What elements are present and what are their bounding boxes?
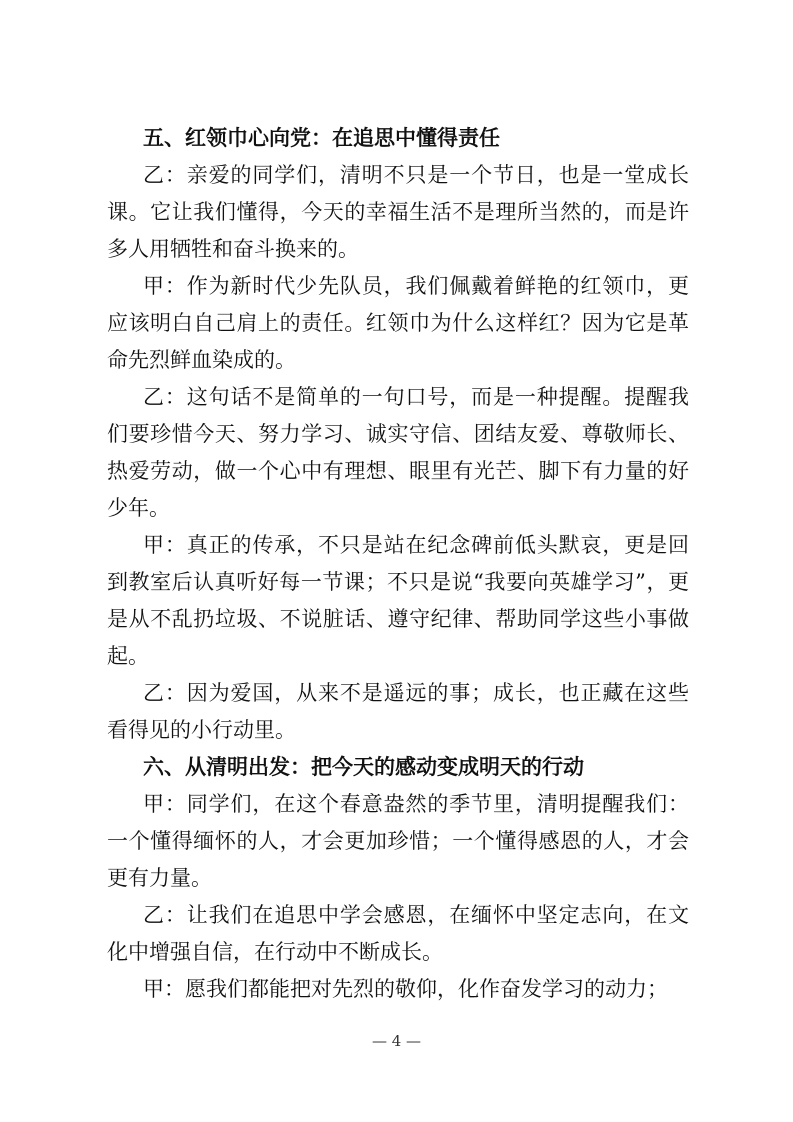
document-body — [107, 120, 689, 1008]
text-line: 课。它让我们懂得，今天的幸福生活不是理所当然的，而是许 — [107, 200, 689, 224]
text-line: 甲：作为新时代少先队员，我们佩戴着鲜艳的红领巾，更 — [143, 274, 689, 298]
text-line: 更有力量。 — [107, 866, 212, 890]
section-heading: 六、从清明出发：把今天的感动变成明天的行动 — [143, 755, 584, 779]
section-heading: 五、红领巾心向党：在追思中懂得责任 — [143, 126, 500, 150]
text-line: 多人用牺牲和奋斗换来的。 — [107, 237, 359, 261]
dialogue-paragraph — [107, 675, 689, 749]
dialogue-paragraph — [107, 527, 689, 675]
text-line: 热爱劳动，做一个心中有理想、眼里有光芒、脚下有力量的好 — [107, 459, 689, 483]
page-number: — 4 — — [371, 1032, 422, 1050]
text-line: 命先烈鲜血染成的。 — [107, 348, 296, 372]
text-line: 乙：亲爱的同学们，清明不只是一个节日，也是一堂成长 — [143, 163, 689, 187]
text-line: 乙：让我们在追思中学会感恩，在缅怀中坚定志向，在文 — [143, 903, 689, 927]
dialogue-paragraph — [107, 157, 689, 268]
text-line: 甲：愿我们都能把对先烈的敬仰，化作奋发学习的动力； — [143, 977, 668, 1001]
text-line: 起。 — [107, 644, 149, 668]
text-line: 一个懂得缅怀的人，才会更加珍惜；一个懂得感恩的人，才会 — [107, 829, 689, 853]
dialogue-paragraph — [107, 786, 689, 897]
text-line: 应该明白自己肩上的责任。红领巾为什么这样红？因为它是革 — [107, 311, 689, 335]
text-line: 少年。 — [107, 496, 170, 520]
dialogue-paragraph — [107, 971, 689, 1008]
text-line: 乙：因为爱国，从来不是遥远的事；成长，也正藏在这些 — [143, 681, 689, 705]
text-line: 甲：真正的传承，不只是站在纪念碑前低头默哀，更是回 — [143, 533, 689, 557]
text-line: 乙：这句话不是简单的一句口号，而是一种提醒。提醒我 — [143, 385, 689, 409]
text-line: 是从不乱扔垃圾、不说脏话、遵守纪律、帮助同学这些小事做 — [107, 607, 689, 631]
text-line: 们要珍惜今天、努力学习、诚实守信、团结友爱、尊敬师长、 — [107, 422, 689, 446]
dialogue-paragraph — [107, 897, 689, 971]
dialogue-paragraph — [107, 379, 689, 527]
text-line: 化中增强自信，在行动中不断成长。 — [107, 940, 443, 964]
text-line: 看得见的小行动里。 — [107, 718, 296, 742]
text-line: 甲：同学们，在这个春意盎然的季节里，清明提醒我们： — [143, 792, 689, 816]
dialogue-paragraph — [107, 268, 689, 379]
text-line: 到教室后认真听好每一节课；不只是说“我要向英雄学习”，更 — [107, 570, 689, 594]
